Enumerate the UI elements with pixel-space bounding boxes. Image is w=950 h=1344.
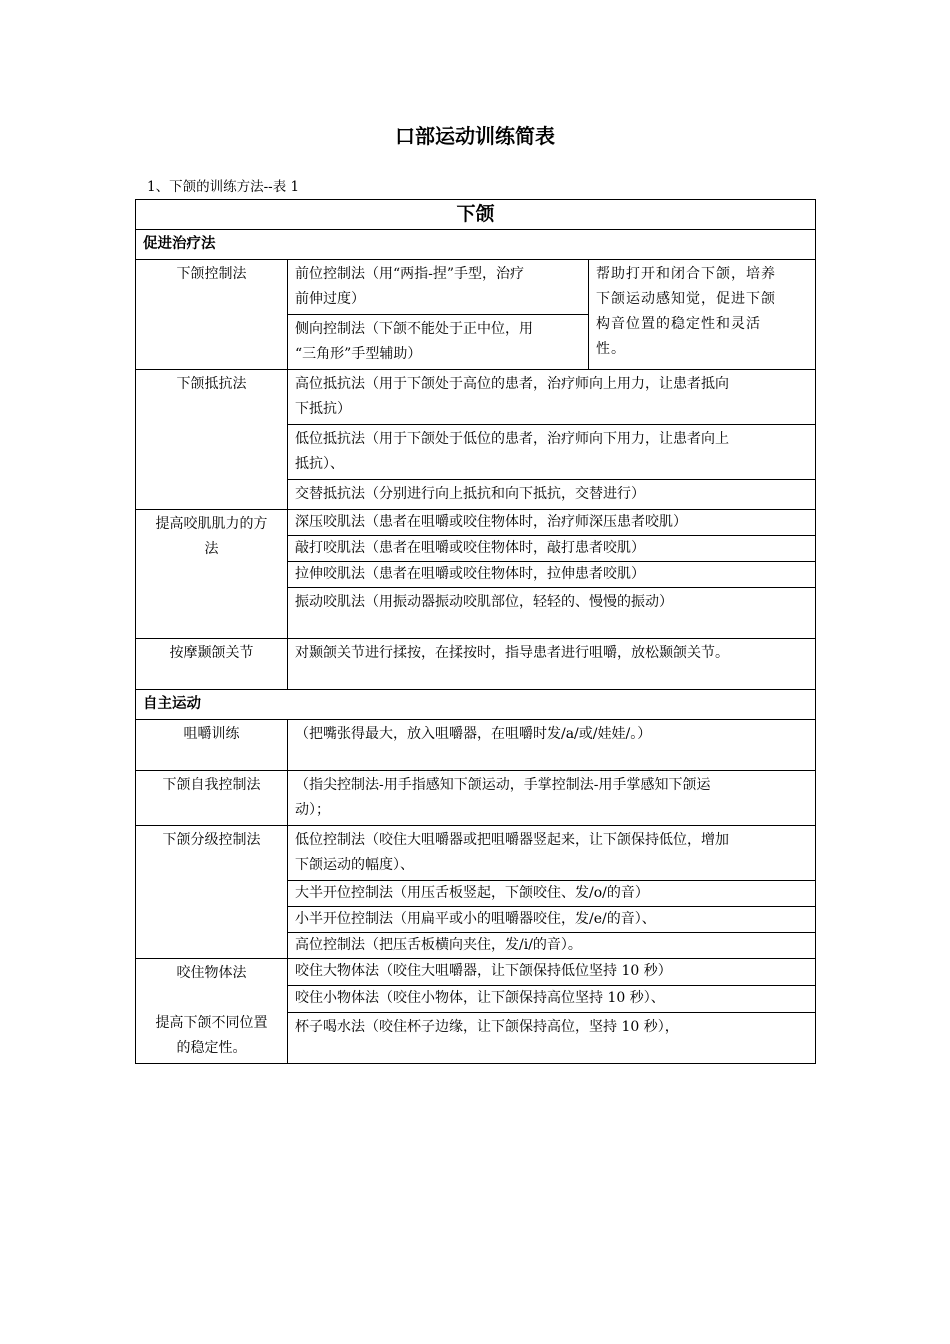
- method-cell: [288, 425, 816, 480]
- category-cell: 下颌分级控制法: [136, 826, 288, 959]
- table-row: [136, 510, 816, 536]
- category-line: 提高下颌不同位置: [155, 1015, 268, 1031]
- method-line: （指尖控制法-用手指感知下颌运动，手掌控制法-用手掌感知下颌运: [295, 777, 711, 793]
- category-line: 咬住物体法: [176, 965, 247, 981]
- method-cell: 大半开位控制法（用压舌板竖起，下颌咬住、发/o/的音）: [288, 881, 816, 907]
- description-line: 性。: [596, 341, 626, 357]
- category-cell: 下颌控制法: [136, 260, 288, 370]
- method-line: 前位控制法（用“两指-捏”手型，治疗: [295, 266, 525, 282]
- method-cell: 杯子喝水法（咬住杯子边缘，让下颌保持高位，坚持 10 秒），: [288, 1013, 816, 1064]
- method-cell: 敲打咬肌法（患者在咀嚼或咬住物体时，敲打患者咬肌）: [288, 536, 816, 562]
- category-cell: [136, 510, 288, 639]
- table-row: [136, 639, 816, 690]
- method-line: 高位抵抗法（用于下颌处于高位的患者，治疗师向上用力，让患者抵向: [295, 376, 729, 392]
- method-cell: 咬住大物体法（咬住大咀嚼器，让下颌保持低位坚持 10 秒）: [288, 959, 816, 986]
- table-row: [136, 771, 816, 826]
- method-cell: 小半开位控制法（用扁平或小的咀嚼器咬住，发/e/的音）、: [288, 907, 816, 933]
- table-caption: 1、下颌的训练方法--表 1: [147, 179, 300, 195]
- category-cell: 咀嚼训练: [136, 720, 288, 771]
- description-line: 下颌运动感知觉，促进下颌: [596, 291, 776, 307]
- method-cell: 深压咬肌法（患者在咀嚼或咬住物体时，治疗师深压患者咬肌）: [288, 510, 816, 536]
- description-line: 构音位置的稳定性和灵活: [596, 316, 761, 332]
- method-line: 下颌运动的幅度）、: [295, 857, 414, 873]
- jaw-training-table: [135, 199, 816, 1064]
- method-cell: [288, 826, 816, 881]
- table-row: [136, 260, 816, 315]
- category-line: 提高咬肌肌力的方: [155, 516, 268, 532]
- method-cell: （把嘴张得最大，放入咀嚼器，在咀嚼时发/a/或/娃娃/。）: [288, 720, 816, 771]
- table-row: [136, 370, 816, 425]
- method-line: “三角形”手型辅助）: [295, 346, 422, 362]
- method-line: 抵抗）、: [295, 456, 344, 472]
- method-line: 低位控制法（咬住大咀嚼器或把咀嚼器竖起来，让下颌保持低位，增加: [295, 832, 729, 848]
- category-line: 法: [204, 541, 219, 557]
- method-cell: [288, 370, 816, 425]
- table-row: [136, 826, 816, 881]
- section-heading-therapy: 促进治疗法: [136, 230, 816, 260]
- method-line: 前伸过度）: [295, 291, 365, 307]
- category-line: 的稳定性。: [176, 1040, 247, 1056]
- method-line: 侧向控制法（下颌不能处于正中位，用: [295, 321, 533, 337]
- description-line: 帮助打开和闭合下颌，培养: [596, 266, 776, 282]
- method-cell: 咬住小物体法（咬住小物体，让下颌保持高位坚持 10 秒）、: [288, 986, 816, 1013]
- method-cell: [288, 771, 816, 826]
- category-cell: 下颌自我控制法: [136, 771, 288, 826]
- method-cell: [288, 260, 589, 315]
- method-line: 下抵抗）: [295, 401, 351, 417]
- section-row: [136, 230, 816, 260]
- description-cell: [589, 260, 816, 370]
- section-heading-voluntary: 自主运动: [136, 690, 816, 720]
- category-cell: [136, 959, 288, 1064]
- table-row: [136, 720, 816, 771]
- method-cell: 对颞颌关节进行揉按，在揉按时，指导患者进行咀嚼，放松颞颌关节。: [288, 639, 816, 690]
- method-cell: 拉伸咬肌法（患者在咀嚼或咬住物体时，拉伸患者咬肌）: [288, 562, 816, 588]
- category-cell: 按摩颞颌关节: [136, 639, 288, 690]
- method-cell: 高位控制法（把压舌板横向夹住，发/i/的音）。: [288, 933, 816, 959]
- method-line: 动）；: [295, 802, 330, 818]
- table-header-row: [136, 200, 816, 230]
- method-line: 低位抵抗法（用于下颌处于低位的患者，治疗师向下用力，让患者向上: [295, 431, 729, 447]
- category-cell: 下颌抵抗法: [136, 370, 288, 510]
- table-header: 下颌: [136, 200, 816, 230]
- table-row: [136, 959, 816, 986]
- method-cell: 交替抵抗法（分别进行向上抵抗和向下抵抗，交替进行）: [288, 480, 816, 510]
- section-row: [136, 690, 816, 720]
- method-cell: 振动咬肌法（用振动器振动咬肌部位，轻轻的、慢慢的振动）: [288, 588, 816, 639]
- method-cell: [288, 315, 589, 370]
- document-title: 口部运动训练简表: [395, 124, 555, 148]
